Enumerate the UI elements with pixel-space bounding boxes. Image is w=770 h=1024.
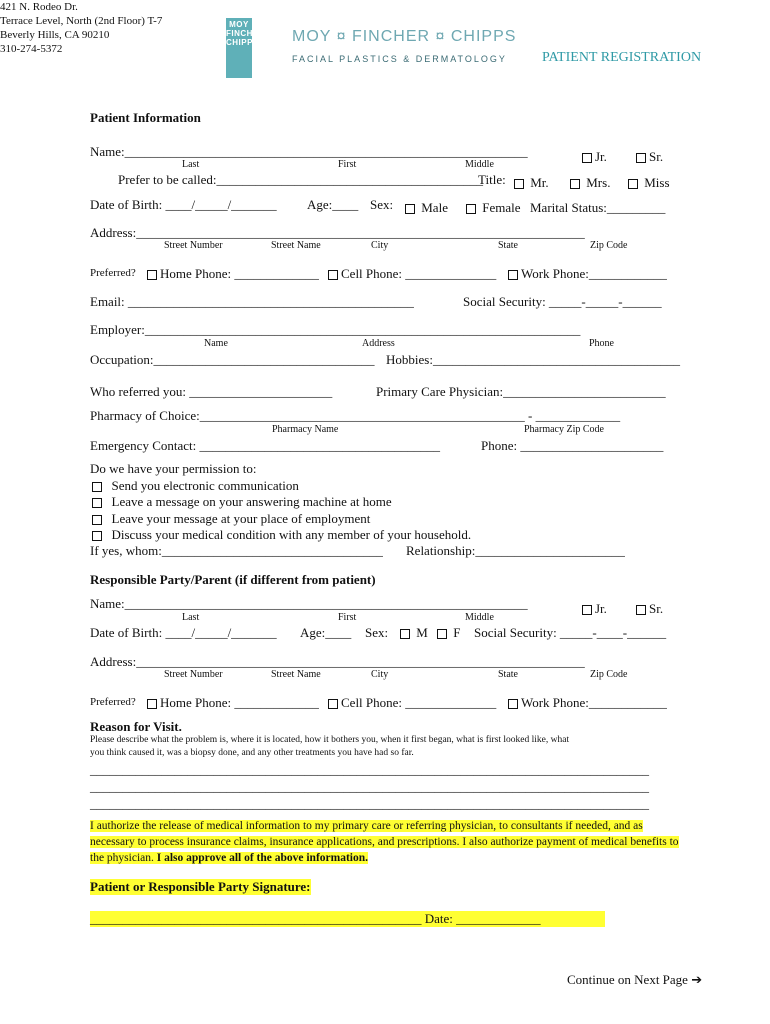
sublabel-street-number: Street Number xyxy=(164,240,223,251)
checkbox-icon[interactable] xyxy=(628,179,638,189)
logo-subtitle: FACIAL PLASTICS & DERMATOLOGY xyxy=(292,54,507,64)
signature-line[interactable]: ___________________________________________________ Date: _____________ xyxy=(90,911,605,927)
permission-question: Do we have your permission to: xyxy=(90,461,257,476)
title-label: Title: xyxy=(478,172,506,187)
continue-next-page: Continue on Next Page ➔ xyxy=(567,972,703,988)
title-miss[interactable]: Miss xyxy=(628,175,670,191)
referred-field[interactable]: Who referred you: ______________________ xyxy=(90,384,333,399)
address-line: 421 N. Rodeo Dr. xyxy=(0,1,78,13)
rp-sex-label: Sex: xyxy=(365,625,389,640)
sublabel-street-name: Street Name xyxy=(271,669,321,680)
sublabel-pharmacy-zip: Pharmacy Zip Code xyxy=(524,424,604,435)
checkbox-icon[interactable] xyxy=(570,179,580,189)
pharmacy-field[interactable]: Pharmacy of Choice:__________________________________________________ - _____________ xyxy=(90,408,621,423)
email-field[interactable]: Email: ____________________________________________ xyxy=(90,294,414,309)
checkbox-icon[interactable] xyxy=(147,699,157,709)
visit-heading: Reason for Visit. xyxy=(90,719,182,734)
sublabel-middle: Middle xyxy=(465,612,494,623)
sublabel-state: State xyxy=(498,669,518,680)
rp-address-field[interactable]: Address:_____________________________________________________________________ xyxy=(90,654,585,669)
phone-line: 310-274-5372 xyxy=(0,43,63,55)
checkbox-icon[interactable] xyxy=(328,270,338,280)
checkbox-icon[interactable] xyxy=(636,153,646,163)
jr-option[interactable]: Jr. xyxy=(582,149,607,165)
rp-ssn-field[interactable]: Social Security: _____-____-______ xyxy=(474,625,667,640)
checkbox-icon[interactable] xyxy=(508,699,518,709)
rp-name-field[interactable]: Name:______________________________________________________________ xyxy=(90,596,528,611)
relationship-field[interactable]: Relationship:_______________________ xyxy=(406,543,625,558)
checkbox-icon[interactable] xyxy=(508,270,518,280)
address-line: Beverly Hills, CA 90210 xyxy=(0,29,110,41)
pcp-field[interactable]: Primary Care Physician:_________________________ xyxy=(376,384,666,399)
rp-cell-phone-field[interactable]: Cell Phone: ______________ xyxy=(328,695,496,711)
preferred-label: Preferred? xyxy=(90,267,136,279)
logo-mark-text: MOY FINCHER CHIPPS xyxy=(226,20,266,47)
logo-name: MOY ¤ FINCHER ¤ CHIPPS xyxy=(292,28,517,45)
sublabel-street-number: Street Number xyxy=(164,669,223,680)
checkbox-icon[interactable] xyxy=(514,179,524,189)
visit-description: Please describe what the problem is, where it is located, how it bothers you, when it first began, what is first looked like, what xyxy=(90,735,570,745)
sublabel-phone: Phone xyxy=(589,338,614,349)
checkbox-icon[interactable] xyxy=(92,482,102,492)
consent-body: I authorize the release of medical information to my primary care or referring physician, to consultants if needed, and as necessary to process insurance claims, insurance applications, and prescriptions. I also authorize payment of medical benefits to the physician. xyxy=(90,820,679,864)
rp-dob-field[interactable]: Date of Birth: ____/_____/_______ xyxy=(90,625,277,640)
checkbox-icon[interactable] xyxy=(92,498,102,508)
marital-field[interactable]: Marital Status:_________ xyxy=(530,200,666,215)
occupation-field[interactable]: Occupation:__________________________________ xyxy=(90,352,375,367)
dob-field[interactable]: Date of Birth: ____/_____/_______ xyxy=(90,197,277,212)
title-mr[interactable]: Mr. xyxy=(514,175,549,191)
consent-approval: I also approve all of the above information. xyxy=(153,852,369,864)
visit-line[interactable]: ______________________________________________________________________________________ xyxy=(90,762,649,777)
address-field[interactable]: Address:_____________________________________________________________________ xyxy=(90,225,585,240)
sublabel-pharmacy-name: Pharmacy Name xyxy=(272,424,339,435)
checkbox-icon[interactable] xyxy=(636,605,646,615)
checkbox-icon[interactable] xyxy=(328,699,338,709)
checkbox-icon[interactable] xyxy=(400,629,410,639)
permission-item[interactable]: Discuss your medical condition with any member of your household. xyxy=(92,527,471,543)
checkbox-icon[interactable] xyxy=(405,204,415,214)
sublabel-middle: Middle xyxy=(465,159,494,170)
rp-sex-m[interactable]: M xyxy=(400,625,428,641)
sublabel-first: First xyxy=(338,612,357,623)
sublabel-zip: Zip Code xyxy=(590,669,628,680)
date-field[interactable]: Date: _____________ xyxy=(424,911,541,926)
emergency-phone-field[interactable]: Phone: ______________________ xyxy=(481,438,664,453)
permission-item[interactable]: Leave a message on your answering machine at home xyxy=(92,494,392,510)
sublabel-last: Last xyxy=(182,159,200,170)
hobbies-field[interactable]: Hobbies:______________________________________ xyxy=(386,352,680,367)
rp-sex-f[interactable]: F xyxy=(437,625,460,641)
sublabel-address: Address xyxy=(362,338,395,349)
employer-field[interactable]: Employer:___________________________________________________________________ xyxy=(90,322,581,337)
sublabel-zip: Zip Code xyxy=(590,240,628,251)
ssn-field[interactable]: Social Security: _____-_____-______ xyxy=(463,294,662,309)
age-field[interactable]: Age:____ xyxy=(307,197,359,212)
responsible-heading: Responsible Party/Parent (if different from patient) xyxy=(90,572,376,587)
signature-heading: Patient or Responsible Party Signature: xyxy=(90,879,311,894)
rp-age-field[interactable]: Age:____ xyxy=(300,625,352,640)
sex-male[interactable]: Male xyxy=(405,200,448,216)
sublabel-name: Name xyxy=(204,338,228,349)
work-phone-field[interactable]: Work Phone:____________ xyxy=(508,266,667,282)
sublabel-city: City xyxy=(371,240,389,251)
sex-label: Sex: xyxy=(370,197,394,212)
prefer-field[interactable]: Prefer to be called:_________________________________________ xyxy=(118,172,484,187)
emergency-contact-field[interactable]: Emergency Contact: _____________________________________ xyxy=(90,438,441,453)
visit-description: you think caused it, was a biopsy done, and any other treatments you have had so far. xyxy=(90,748,414,758)
checkbox-icon[interactable] xyxy=(437,629,447,639)
patient-info-heading: Patient Information xyxy=(90,110,201,125)
sublabel-first: First xyxy=(338,159,357,170)
rp-sr-option[interactable]: Sr. xyxy=(636,601,663,617)
sublabel-state: State xyxy=(498,240,518,251)
consent-text xyxy=(90,818,680,866)
checkbox-icon[interactable] xyxy=(582,153,592,163)
logo-mark xyxy=(226,18,266,78)
address-line: Terrace Level, North (2nd Floor) T-7 xyxy=(0,15,163,27)
rp-work-phone-field[interactable]: Work Phone:____________ xyxy=(508,695,667,711)
sublabel-last: Last xyxy=(182,612,200,623)
rp-home-phone-field[interactable]: Home Phone: _____________ xyxy=(147,695,319,711)
document-title: PATIENT REGISTRATION xyxy=(542,50,702,65)
name-field[interactable]: Name:______________________________________________________________ xyxy=(90,144,528,159)
permission-item[interactable]: Leave your message at your place of employment xyxy=(92,511,370,527)
checkbox-icon[interactable] xyxy=(582,605,592,615)
visit-line[interactable]: ______________________________________________________________________________________ xyxy=(90,796,649,811)
cell-phone-field[interactable]: Cell Phone: ______________ xyxy=(328,266,496,282)
visit-line[interactable]: ______________________________________________________________________________________ xyxy=(90,779,649,794)
whom-field[interactable]: If yes, whom:__________________________________ xyxy=(90,543,383,558)
sublabel-city: City xyxy=(371,669,389,680)
sex-female[interactable]: Female xyxy=(466,200,521,216)
sublabel-street-name: Street Name xyxy=(271,240,321,251)
rp-preferred-label: Preferred? xyxy=(90,696,136,708)
checkbox-icon[interactable] xyxy=(147,270,157,280)
checkbox-icon[interactable] xyxy=(92,515,102,525)
title-mrs[interactable]: Mrs. xyxy=(570,175,610,191)
permission-item[interactable]: Send you electronic communication xyxy=(92,478,299,494)
sr-option[interactable]: Sr. xyxy=(636,149,663,165)
arrow-right-icon: ➔ xyxy=(691,973,703,988)
checkbox-icon[interactable] xyxy=(92,531,102,541)
checkbox-icon[interactable] xyxy=(466,204,476,214)
home-phone-field[interactable]: Home Phone: _____________ xyxy=(147,266,319,282)
rp-jr-option[interactable]: Jr. xyxy=(582,601,607,617)
